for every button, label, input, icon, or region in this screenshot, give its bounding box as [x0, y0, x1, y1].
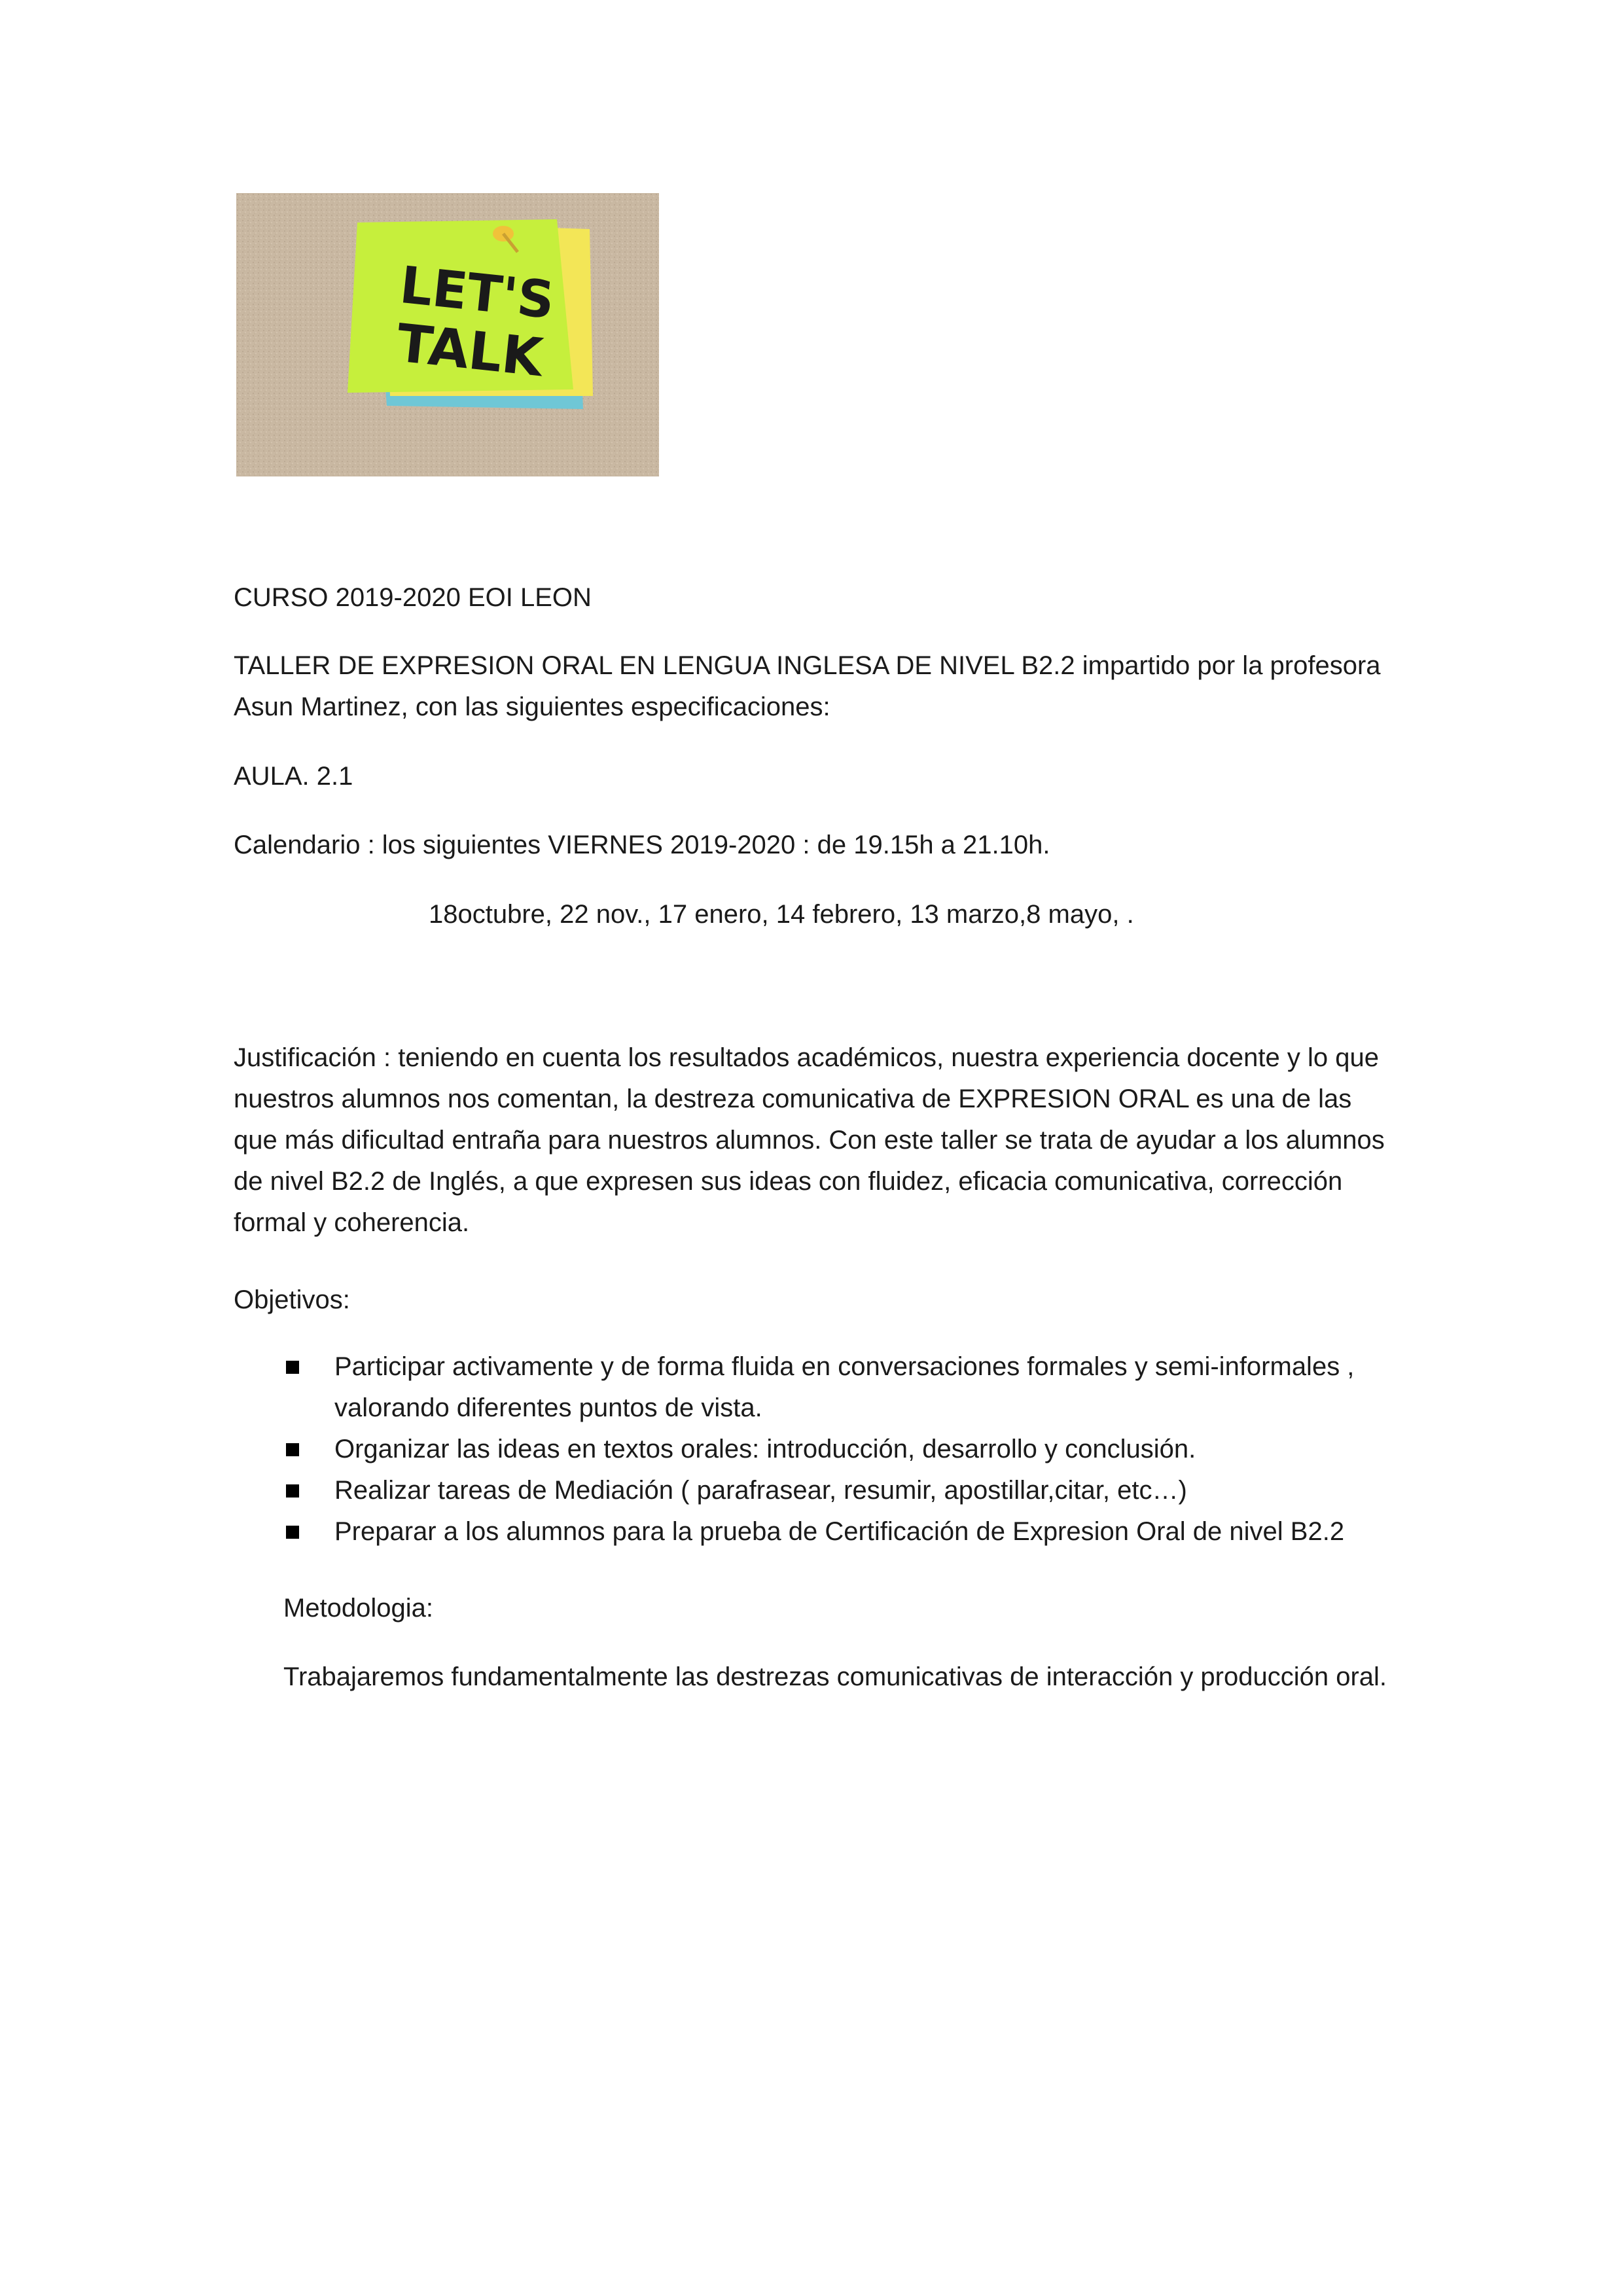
classroom-label: AULA. 2.1: [234, 762, 353, 791]
methodology-title: Metodologia:: [283, 1594, 434, 1623]
justification-paragraph: Justificación : teniendo en cuenta los resultados académicos, nuestra experiencia docente y lo que nuestros alumnos nos comentan, la destreza comunicativa de EXPRESION ORAL es una de las que más dificultad entraña para nuestros alumnos. Con este taller se trata de ayudar a los alumnos de nivel B2.2 de Inglés, a que expresen sus ideas con fluidez, eficacia comunicativa, corrección formal y coherencia.: [234, 1043, 1385, 1237]
calendar-line: Calendario : los siguientes VIERNES 2019-2020 : de 19.15h a 21.10h.: [234, 831, 1050, 859]
square-bullet-icon: [286, 1443, 299, 1456]
lets-talk-photo: [236, 193, 659, 476]
square-bullet-icon: [286, 1484, 299, 1498]
objective-item: [286, 1511, 1412, 1552]
objective-text: Organizar las ideas en textos orales: introducción, desarrollo y conclusión.: [334, 1435, 1196, 1463]
objective-item: [286, 1470, 1412, 1511]
objective-item: [286, 1429, 1412, 1470]
sign-text-talk: TALK: [393, 312, 546, 389]
lets-talk-image: [236, 193, 659, 476]
methodology-paragraph: Trabajaremos fundamentalmente las destrezas comunicativas de interacción y producción oral.: [283, 1662, 1387, 1691]
square-bullet-icon: [286, 1361, 299, 1374]
objectives-title: Objetivos:: [234, 1285, 350, 1314]
objective-text: Realizar tareas de Mediación ( parafrasear, resumir, apostillar,citar, etc…): [334, 1476, 1187, 1505]
sign-text-lets: LET'S: [397, 255, 558, 331]
objective-item: [286, 1346, 1412, 1429]
course-heading: CURSO 2019-2020 EOI LEON: [234, 583, 592, 612]
calendar-dates: 18octubre, 22 nov., 17 enero, 14 febrero, 13 marzo,8 mayo, .: [429, 900, 1134, 929]
objectives-list: [286, 1346, 1412, 1552]
objective-text: Participar activamente y de forma fluida en conversaciones formales y semi-informales , valorando diferentes puntos de vista.: [334, 1352, 1355, 1422]
workshop-description: TALLER DE EXPRESION ORAL EN LENGUA INGLESA DE NIVEL B2.2 impartido por la profesora Asun Martinez, con las siguientes especificaciones:: [234, 651, 1381, 721]
square-bullet-icon: [286, 1526, 299, 1539]
objective-text: Preparar a los alumnos para la prueba de Certificación de Expresion Oral de nivel B2.2: [334, 1517, 1345, 1546]
